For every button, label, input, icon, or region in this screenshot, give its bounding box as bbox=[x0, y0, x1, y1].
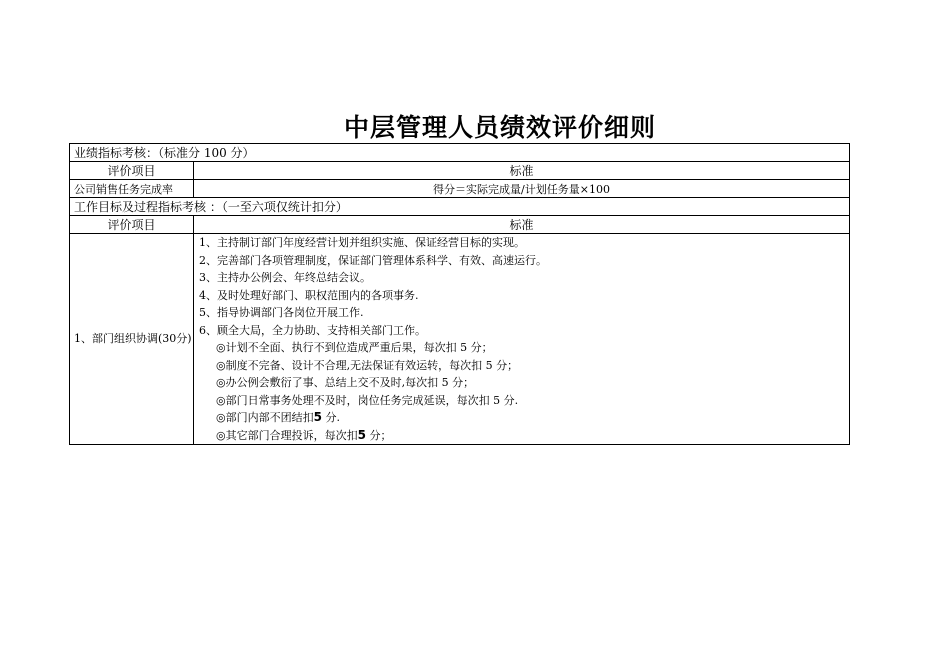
duty-line: 4、及时处理好部门、职权范围内的各项事务. bbox=[199, 288, 419, 302]
column-header-standard: 标准 bbox=[194, 162, 850, 180]
penalty-text: ◎其它部门合理投诉，每次扣 bbox=[216, 428, 358, 442]
duty-line: 6、顾全大局，全力协助、支持相关部门工作。 bbox=[199, 323, 426, 337]
penalty-line: ◎办公例会敷衍了事、总结上交不及时,每次扣 5 分； bbox=[216, 376, 475, 389]
penalty-text: ◎部门内部不团结扣 bbox=[216, 411, 314, 424]
penalty-line: ◎计划不全面、执行不到位造成严重后果，每次扣 5 分； bbox=[216, 341, 493, 354]
dept-coordination-standard-cell bbox=[194, 234, 850, 445]
penalty-points: 5 bbox=[357, 427, 366, 442]
evaluation-table bbox=[69, 143, 850, 445]
dept-coordination-item-cell bbox=[70, 234, 194, 445]
column-header-standard: 标准 bbox=[194, 216, 850, 234]
penalty-suffix: 分. bbox=[321, 411, 340, 424]
penalty-line: ◎制度不完备、设计不合理,无法保证有效运转，每次扣 5 分； bbox=[216, 358, 519, 372]
duty-line: 2、完善部门各项管理制度，保证部门管理体系科学、有效、高速运行。 bbox=[199, 253, 547, 267]
duty-line: 1、主持制订部门年度经营计划并组织实施、保证经营目标的实现。 bbox=[199, 236, 525, 249]
page-title: 中层管理人员绩效评价细则 bbox=[343, 113, 656, 142]
sales-item-cell: 公司销售任务完成率 bbox=[70, 180, 194, 198]
column-header-item: 评价项目 bbox=[70, 162, 194, 180]
process-section-heading: 工作目标及过程指标考核 ：（一至六项仅统计扣分） bbox=[70, 198, 850, 216]
penalty-line bbox=[194, 409, 849, 427]
penalty-line bbox=[194, 427, 849, 445]
column-header-item: 评价项目 bbox=[70, 216, 194, 234]
penalty-points: 5 bbox=[313, 410, 322, 424]
duty-line: 5、指导协调部门各岗位开展工作. bbox=[199, 306, 364, 319]
performance-section-heading: 业绩指标考核：（标准分 100 分） bbox=[70, 144, 850, 162]
penalty-line: ◎部门日常事务处理不及时，岗位任务完成延误，每次扣 5 分. bbox=[216, 393, 519, 407]
duty-line: 3、主持办公例会、年终总结会议。 bbox=[199, 271, 371, 284]
dept-coordination-item: 1、部门组织协调(30分) bbox=[74, 332, 192, 345]
penalty-suffix: 分； bbox=[365, 428, 392, 442]
sales-standard-cell: 得分＝实际完成量/计划任务量×100 bbox=[194, 180, 850, 198]
